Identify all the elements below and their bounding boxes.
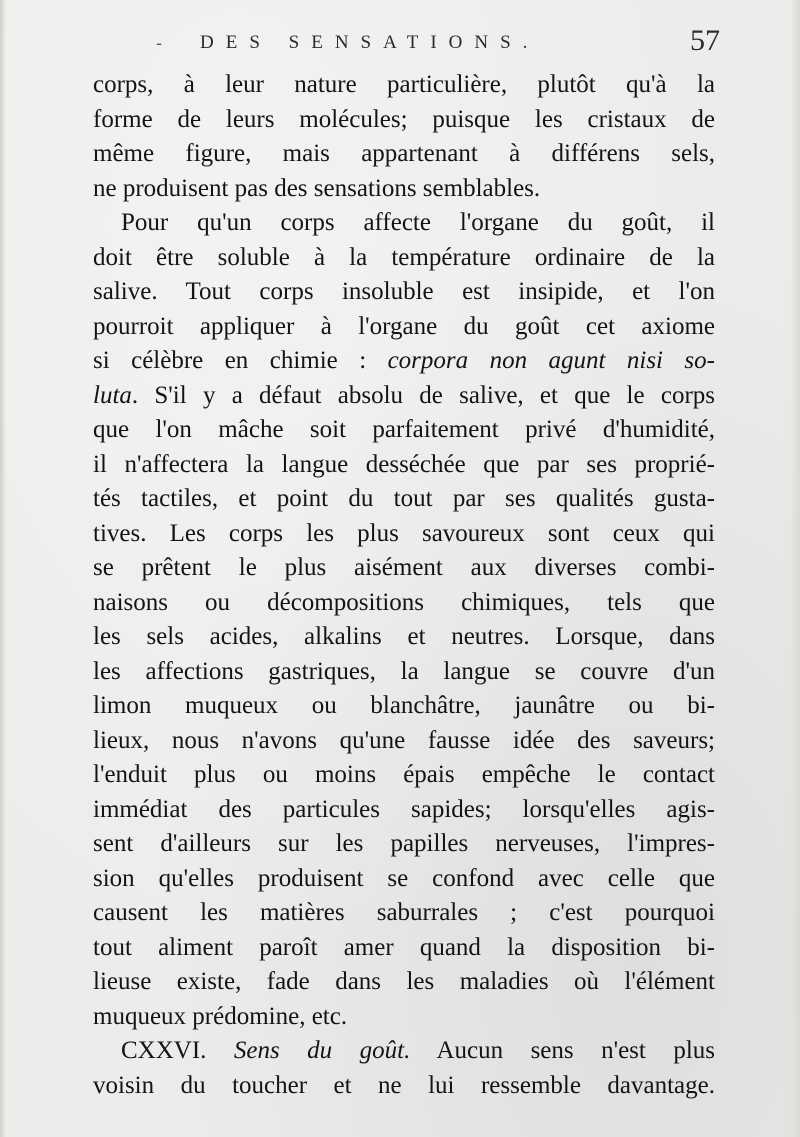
text-line-with-latin	[93, 344, 715, 379]
header-ornament-dash: -	[156, 33, 163, 54]
text-segment: si célèbre en chimie :	[93, 347, 388, 374]
section-heading-line	[93, 1034, 715, 1069]
latin-quotation-end: luta	[93, 381, 132, 409]
section-number: CXXVI.	[121, 1037, 234, 1064]
page-right-edge	[790, 0, 800, 1137]
text-line: pourroit appliquer à l'organe du goût cet axiome	[93, 312, 715, 340]
page-number: 57	[690, 24, 720, 57]
text-segment: Aucun sens n'est plus	[410, 1037, 716, 1064]
text-line: même figure, mais appartenant à différens sels,	[93, 140, 715, 167]
text-line: salive. Tout corps insoluble est insipide, et l'on	[93, 278, 715, 305]
text-line: voisin du toucher et ne lui ressemble davantage.	[93, 1071, 715, 1099]
text-line: les affections gastriques, la langue se couvre d'un	[93, 657, 715, 685]
text-line: lieuse existe, fade dans les maladies où l'élément	[93, 968, 715, 995]
text-line: tés tactiles, et point du tout par ses qualités gusta-	[93, 485, 715, 512]
text-line: tives. Les corps les plus savoureux sont ceux qui	[93, 519, 715, 547]
text-line: que l'on mâche soit parfaitement privé d'humidité,	[93, 416, 715, 443]
latin-quotation: corpora non agunt nisi so-	[387, 347, 715, 374]
text-line: ne produisent pas des sensations semblables.	[93, 174, 541, 202]
text-line: immédiat des particules sapides; lorsqu'elles agis-	[93, 795, 715, 823]
text-line: se prêtent le plus aisément aux diverses combi-	[93, 554, 715, 581]
paragraph-first-line: Pour qu'un corps affecte l'organe du goût, il	[121, 209, 715, 236]
text-line: limon muqueux ou blanchâtre, jaunâtre ou bi-	[93, 692, 715, 719]
text-line: doit être soluble à la température ordinaire de la	[93, 243, 715, 271]
text-line: sent d'ailleurs sur les papilles nerveuses, l'impres-	[93, 830, 715, 857]
text-line: naisons ou décompositions chimiques, tels que	[93, 588, 715, 616]
text-line: forme de leurs molécules; puisque les cristaux de	[93, 105, 715, 133]
text-line: lieux, nous n'avons qu'une fausse idée des saveurs;	[93, 726, 715, 754]
text-line: les sels acides, alkalins et neutres. Lorsque, dans	[93, 623, 715, 650]
text-line: corps, à leur nature particulière, plutôt qu'à la	[93, 71, 715, 98]
text-segment: . S'il y a défaut absolu de salive, et que le corps	[131, 381, 715, 409]
page-header	[150, 24, 720, 60]
text-line: il n'affectera la langue desséchée que par ses proprié-	[93, 450, 715, 478]
text-line: l'enduit plus ou moins épais empêche le contact	[93, 761, 715, 788]
running-head: DES SENSATIONS.	[200, 32, 540, 53]
page-left-edge	[0, 0, 6, 1137]
text-line: muqueux prédomine, etc.	[93, 1002, 348, 1030]
text-line: sion qu'elles produisent se confond avec celle que	[93, 864, 715, 892]
text-line-with-latin	[93, 379, 715, 414]
body-text	[93, 68, 715, 1103]
text-line: causent les matières saburrales ; c'est pourquoi	[93, 899, 715, 926]
section-title: Sens du goût.	[233, 1037, 411, 1064]
text-line: tout aliment paroît amer quand la disposition bi-	[93, 933, 715, 961]
